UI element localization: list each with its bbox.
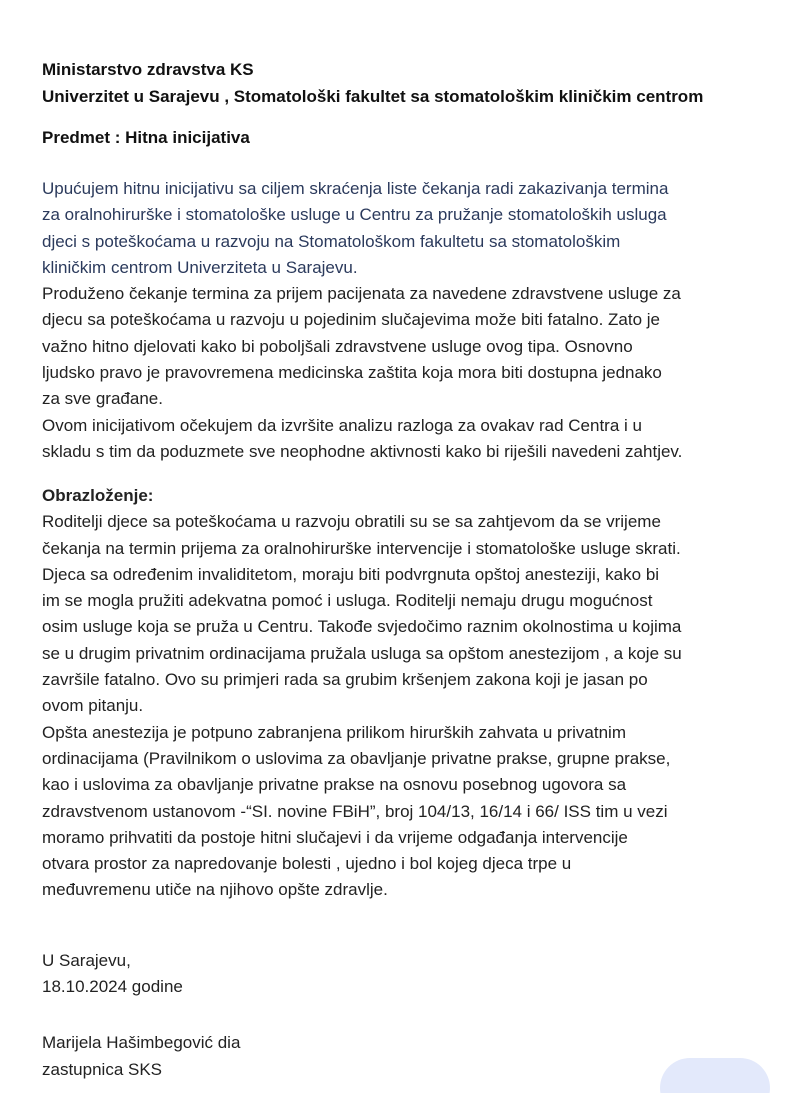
intro-line: Ovom inicijativom očekujem da izvršite analizu razloga za ovakav rad Centra i u: [42, 415, 642, 435]
intro-line: skladu s tim da poduzmete sve neophodne aktivnosti kako bi riješili navedeni zahtjev.: [42, 441, 683, 461]
reasoning-title: Obrazloženje:: [42, 486, 154, 506]
reasoning-line: Opšta anestezija je potpuno zabranjena prilikom hirurških zahvata u privatnim: [42, 722, 626, 742]
reasoning-line: čekanja na termin prijema za oralnohirurške intervencije i stomatološke usluge skrati.: [42, 538, 681, 558]
intro-line: djecu sa poteškoćama u razvoju u pojedinim slučajevima može biti fatalno. Zato je: [42, 310, 660, 330]
reasoning-line: kao i uslovima za obavljanje privatne prakse na osnovu posebnog ugovora sa: [42, 775, 627, 795]
subject-line: Predmet : Hitna inicijativa: [42, 128, 250, 147]
floating-action-bubble[interactable]: [660, 1058, 770, 1093]
reasoning-line: Djeca sa određenim invaliditetom, moraju biti podvrgnuta opštoj anesteziji, kako bi: [42, 564, 660, 584]
intro-paragraph: [42, 176, 792, 465]
reasoning-line: zdravstvenom ustanovom -“SI. novine FBiH”, broj 104/13, 16/14 i 66/ ISS tim u vezi: [42, 801, 668, 821]
signatory-name: Marijela Hašimbegović dia: [42, 1033, 241, 1053]
reasoning-line: im se mogla pružiti adekvatna pomoć i usluga. Roditelji nemaju drugu mogućnost: [42, 591, 653, 611]
reasoning-line: ordinacijama (Pravilnikom o uslovima za obavljanje privatne prakse, grupne prakse,: [42, 748, 671, 768]
reasoning-line: osim usluge koja se pruža u Centru. Takođe svjedočimo raznim okolnostima u kojima: [42, 617, 682, 637]
reasoning-line: ovom pitanju.: [42, 696, 144, 716]
intro-line: važno hitno djelovati kako bi poboljšali zdravstvene usluge ovog tipa. Osnovno: [42, 336, 633, 356]
reasoning-line: otvara prostor za napredovanje bolesti , ujedno i bol kojeg djeca trpe u: [42, 854, 572, 874]
intro-line: ljudsko pravo je pravovremena medicinska zaštita koja mora biti dostupna jednako: [42, 363, 662, 383]
intro-line: Upućujem hitnu inicijativu sa ciljem skraćenja liste čekanja radi zakazivanja termina: [42, 179, 669, 198]
intro-line: za oralnohirurške i stomatološke usluge u Centru za pružanje stomatoloških usluga: [42, 205, 667, 225]
reasoning-line: međuvremenu utiče na njihovo opšte zdravlje.: [42, 880, 388, 900]
recipient-ministry: Ministarstvo zdravstva KS: [42, 60, 254, 79]
place-line: U Sarajevu,: [42, 950, 131, 970]
signatory-role: zastupnica SKS: [42, 1059, 163, 1079]
recipient-university: Univerzitet u Sarajevu , Stomatološki fakultet sa stomatološkim kliničkim centrom: [42, 87, 704, 106]
reasoning-line: Roditelji djece sa poteškoćama u razvoju obratili su se sa zahtjevom da se vrijeme: [42, 512, 661, 532]
date-line: 18.10.2024 godine: [42, 977, 183, 997]
letter-header: [42, 56, 792, 110]
reasoning-line: se u drugim privatnim ordinacijama pružala usluga sa opštom anestezijom , a koje su: [42, 643, 682, 663]
intro-line: djeci s poteškoćama u razvoju na Stomatološkom fakultetu sa stomatološkim: [42, 231, 621, 251]
reasoning-paragraph: [42, 509, 792, 903]
reasoning-line: moramo prihvatiti da postoje hitni slučajevi i da vrijeme odgađanja intervencije: [42, 827, 628, 847]
reasoning-line: završile fatalno. Ovo su primjeri rada sa grubim kršenjem zakona koji je jasan po: [42, 670, 648, 690]
intro-line: za sve građane.: [42, 389, 163, 409]
letter: [42, 56, 792, 1083]
intro-line: Produženo čekanje termina za prijem pacijenata za navedene zdravstvene usluge za: [42, 284, 681, 304]
place-and-date: [42, 948, 792, 1001]
intro-line: kliničkim centrom Univerziteta u Sarajevu.: [42, 257, 358, 277]
